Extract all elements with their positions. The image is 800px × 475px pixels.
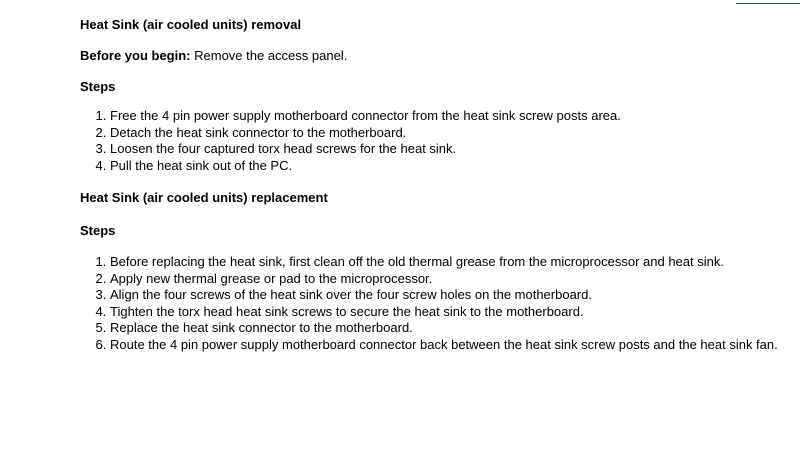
list-item: 5. Replace the heat sink connector to the motherboard. <box>110 320 800 337</box>
top-link[interactable] <box>736 0 800 4</box>
list-item: 3. Loosen the four captured torx head screws for the heat sink. <box>110 141 800 158</box>
list-item: 4. Tighten the torx head heat sink screws to secure the heat sink to the motherboard. <box>110 304 800 321</box>
before-you-begin <box>80 48 347 64</box>
replacement-steps-heading: Steps <box>80 223 116 238</box>
list-item: 2. Apply new thermal grease or pad to the microprocessor. <box>110 271 800 288</box>
removal-steps-list <box>80 108 800 174</box>
list-item: 6. Route the 4 pin power supply motherboard connector back between the heat sink screw posts and the heat sink fan. <box>110 337 800 354</box>
before-text: Remove the access panel. <box>190 48 348 63</box>
list-item: 4. Pull the heat sink out of the PC. <box>110 158 800 175</box>
before-label: Before you begin: <box>80 48 191 63</box>
replacement-steps-list <box>80 254 800 353</box>
list-item: 1. Free the 4 pin power supply motherboard connector from the heat sink screw posts area. <box>110 108 800 125</box>
list-item: 1. Before replacing the heat sink, first clean off the old thermal grease from the microprocessor and heat sink. <box>110 254 800 271</box>
removal-steps-heading: Steps <box>80 79 116 94</box>
list-item: 3. Align the four screws of the heat sink over the four screw holes on the motherboard. <box>110 287 800 304</box>
replacement-title: Heat Sink (air cooled units) replacement <box>80 190 328 205</box>
removal-title: Heat Sink (air cooled units) removal <box>80 17 302 32</box>
list-item: 2. Detach the heat sink connector to the motherboard. <box>110 125 800 142</box>
